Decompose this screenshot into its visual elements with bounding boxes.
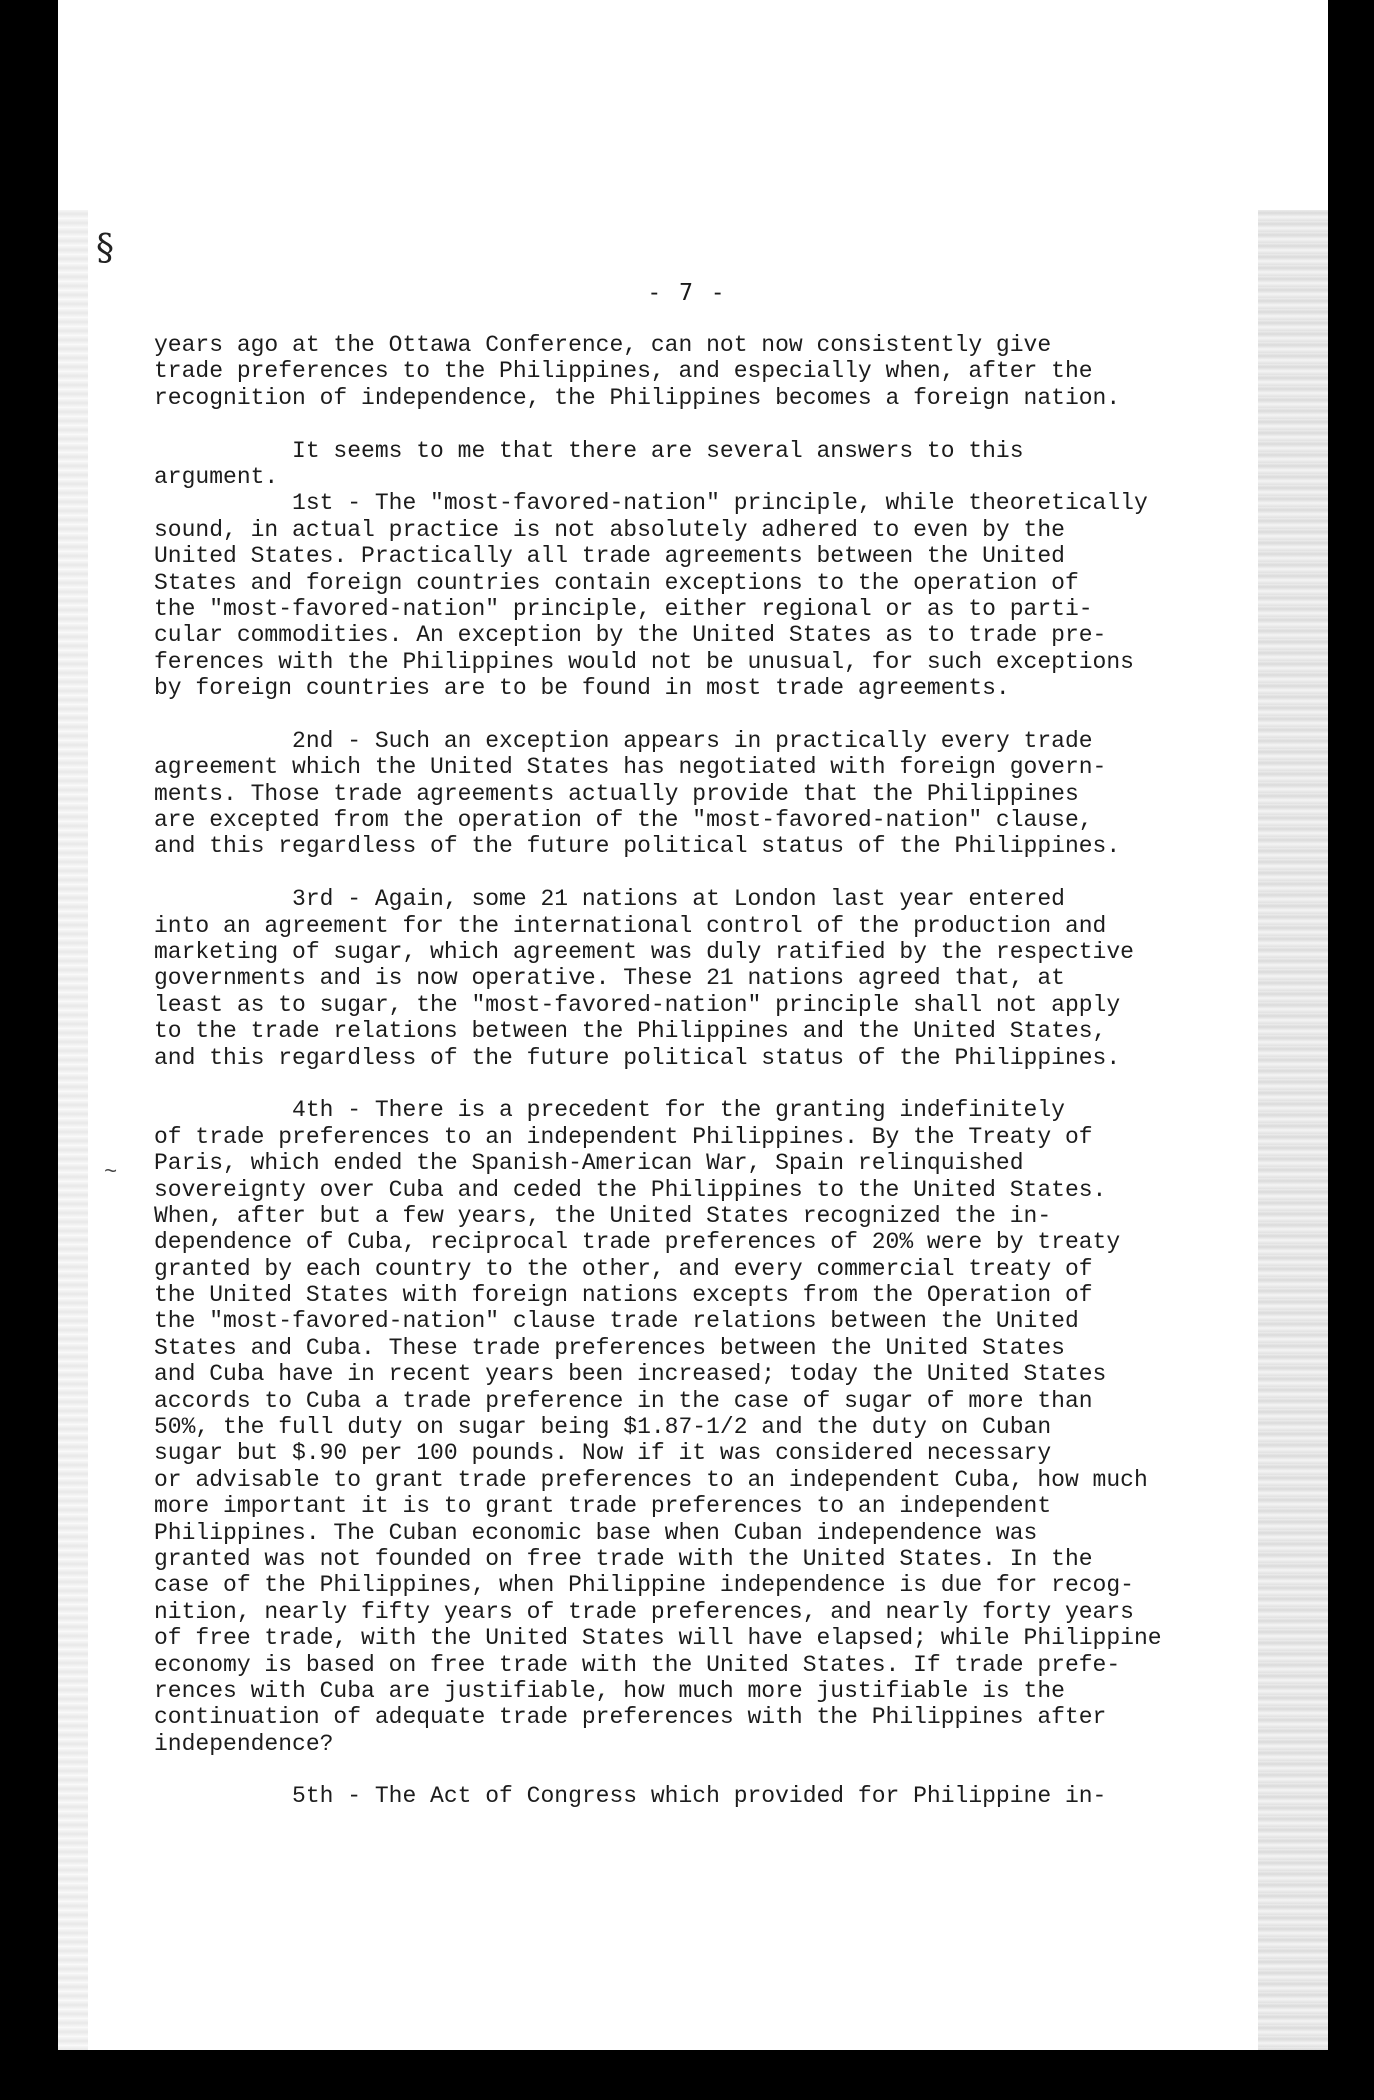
margin-mark: ~ bbox=[104, 1160, 118, 1185]
text-line: independence? bbox=[154, 1730, 334, 1757]
text-line: by foreign countries are to be found in most trade agreements. bbox=[154, 675, 1010, 702]
paragraph bbox=[154, 886, 1304, 1071]
paragraph-gap bbox=[154, 411, 1304, 437]
text-line: and Cuba have in recent years been increased; today the United States bbox=[154, 1361, 1107, 1388]
paragraph bbox=[154, 728, 1304, 860]
text-line: 5th - The Act of Congress which provided for Philippine in- bbox=[154, 1783, 1107, 1810]
text-line: 50%, the full duty on sugar being $1.87-1/2 and the duty on Cuban bbox=[154, 1414, 1052, 1441]
text-line: sound, in actual practice is not absolutely adhered to even by the bbox=[154, 516, 1065, 543]
paragraph bbox=[154, 1097, 1304, 1757]
text-line: economy is based on free trade with the United States. If trade prefe- bbox=[154, 1651, 1121, 1678]
text-line: Philippines. The Cuban economic base when Cuban independence was bbox=[154, 1519, 1038, 1546]
text-line: Paris, which ended the Spanish-American War, Spain relinquished bbox=[154, 1150, 1024, 1177]
text-line: States and foreign countries contain exceptions to the operation of bbox=[154, 569, 1079, 596]
text-line: argument. bbox=[154, 463, 279, 490]
text-line: of free trade, with the United States will have elapsed; while Philippine bbox=[154, 1625, 1162, 1652]
text-line: marketing of sugar, which agreement was duly ratified by the respective bbox=[154, 938, 1134, 965]
text-line: the "most-favored-nation" clause trade relations between the United bbox=[154, 1308, 1079, 1335]
text-line: rences with Cuba are justifiable, how much more justifiable is the bbox=[154, 1677, 1065, 1704]
text-line: are excepted from the operation of the "most-favored-nation" clause, bbox=[154, 807, 1093, 834]
text-line: least as to sugar, the "most-favored-nation" principle shall not apply bbox=[154, 991, 1121, 1018]
text-line: trade preferences to the Philippines, and especially when, after the bbox=[154, 358, 1093, 385]
paragraph bbox=[154, 438, 1304, 702]
corner-mark: § bbox=[96, 228, 114, 269]
text-line: 1st - The "most-favored-nation" principle, while theoretically bbox=[154, 490, 1148, 517]
text-line: the United States with foreign nations excepts from the Operation of bbox=[154, 1282, 1093, 1309]
text-line: ferences with the Philippines would not be unusual, for such exceptions bbox=[154, 648, 1134, 675]
text-line: cular commodities. An exception by the United States as to trade pre- bbox=[154, 622, 1107, 649]
text-line: or advisable to grant trade preferences to an independent Cuba, how much bbox=[154, 1466, 1148, 1493]
text-line: United States. Practically all trade agreements between the United bbox=[154, 543, 1065, 570]
text-line: to the trade relations between the Philippines and the United States, bbox=[154, 1018, 1107, 1045]
text-line: continuation of adequate trade preferences with the Philippines after bbox=[154, 1704, 1107, 1731]
text-line: It seems to me that there are several answers to this bbox=[154, 437, 1024, 464]
text-line: sugar but $.90 per 100 pounds. Now if it was considered necessary bbox=[154, 1440, 1052, 1467]
text-line: granted was not founded on free trade with the United States. In the bbox=[154, 1545, 1093, 1572]
paragraph bbox=[154, 1783, 1304, 1809]
text-line: 2nd - Such an exception appears in practically every trade bbox=[154, 727, 1093, 754]
text-line: more important it is to grant trade preferences to an independent bbox=[154, 1493, 1052, 1520]
page-number: - 7 - bbox=[647, 280, 727, 306]
text-line: into an agreement for the international control of the production and bbox=[154, 912, 1107, 939]
text-line: of trade preferences to an independent Philippines. By the Treaty of bbox=[154, 1123, 1093, 1150]
text-line: recognition of independence, the Philippines becomes a foreign nation. bbox=[154, 384, 1121, 411]
paper-edge-left bbox=[58, 210, 88, 2050]
paragraph-gap bbox=[154, 860, 1304, 886]
paragraph-gap bbox=[154, 1757, 1304, 1783]
text-line: governments and is now operative. These 21 nations agreed that, at bbox=[154, 965, 1065, 992]
paragraph-gap bbox=[154, 1071, 1304, 1097]
text-line: States and Cuba. These trade preferences between the United States bbox=[154, 1334, 1065, 1361]
text-line: accords to Cuba a trade preference in the case of sugar of more than bbox=[154, 1387, 1093, 1414]
text-line: agreement which the United States has negotiated with foreign govern- bbox=[154, 754, 1107, 781]
text-line: ments. Those trade agreements actually provide that the Philippines bbox=[154, 780, 1079, 807]
text-line: nition, nearly fifty years of trade preferences, and nearly forty years bbox=[154, 1598, 1134, 1625]
text-line: 3rd - Again, some 21 nations at London last year entered bbox=[154, 886, 1065, 913]
text-line: and this regardless of the future political status of the Philippines. bbox=[154, 833, 1121, 860]
text-line: granted by each country to the other, and every commercial treaty of bbox=[154, 1255, 1093, 1282]
text-line: and this regardless of the future political status of the Philippines. bbox=[154, 1044, 1121, 1071]
document-body bbox=[154, 332, 1304, 1810]
text-line: years ago at the Ottawa Conference, can not now consistently give bbox=[154, 332, 1052, 358]
text-line: the "most-favored-nation" principle, either regional or as to parti- bbox=[154, 595, 1093, 622]
text-line: sovereignty over Cuba and ceded the Philippines to the United States. bbox=[154, 1176, 1107, 1203]
text-line: dependence of Cuba, reciprocal trade preferences of 20% were by treaty bbox=[154, 1229, 1121, 1256]
text-line: When, after but a few years, the United States recognized the in- bbox=[154, 1202, 1052, 1229]
text-line: 4th - There is a precedent for the granting indefinitely bbox=[154, 1097, 1065, 1124]
paragraph-gap bbox=[154, 701, 1304, 727]
paragraph bbox=[154, 332, 1304, 411]
text-line: case of the Philippines, when Philippine independence is due for recog- bbox=[154, 1572, 1134, 1599]
